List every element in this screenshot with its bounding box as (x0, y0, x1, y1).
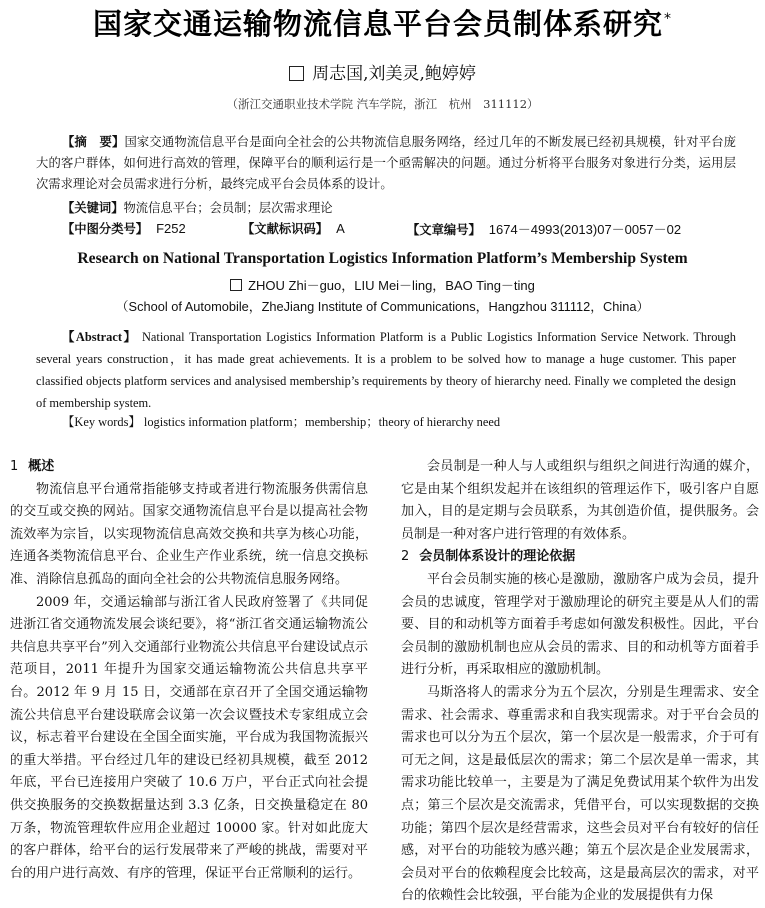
section-1-title: 概述 (28, 459, 55, 474)
keywords-en-text: logistics information platform；membership；theory of hierarchy need (143, 415, 501, 429)
article-no-item (407, 219, 681, 238)
keywords-cn-label: 【关键词】 (62, 201, 124, 215)
authors-line (0, 59, 765, 84)
english-authors-line (0, 275, 765, 294)
english-affiliation: （School of Automobile，ZheJiang Institute of Communications，Hangzhou 311112，China） (115, 299, 650, 314)
doc-code-label: 【文献标识码】 (242, 222, 329, 236)
abstract-cn-label: 【摘 要】 (62, 135, 125, 149)
affiliation: （浙江交通职业技术学院 汽车学院，浙江 杭州 311112） (226, 97, 539, 111)
doc-code-value: A (336, 221, 345, 236)
body-left-column (10, 456, 368, 885)
english-author-box-icon (230, 279, 242, 291)
clc-value: F252 (156, 221, 186, 236)
body-right-column (401, 456, 759, 908)
english-authors: ZHOU Zhi－guo，LIU Mei－ling，BAO Ting－ting (248, 278, 535, 293)
section-1-number: 1 (10, 459, 19, 474)
abstract-cn (36, 132, 736, 195)
title-block (0, 2, 765, 43)
left-paragraph-1: 物流信息平台通常指能够支持或者进行物流服务供需信息的交互或交换的网站。国家交通物流信息平台是以提高社会物流效率为宗旨，以实现物流信息高效交换和共享为核心功能，连通各类物流信息平台、企业生产作业系统，统一信息交换标准、消除信息孤岛的面向全社会的公共物流信息服务网络。 (10, 481, 368, 587)
abstract-en-text: National Transportation Logistics Information Platform is a Public Logistics Information Service Network. Through several years construction，it has made great achievements. It is a problem to be solved how to manage a huge customer. This paper classified objects platform services and analysised membership’s requirements by theory of hierarchy need. Finally we completed the design of membership system. (36, 330, 736, 410)
classification-line (62, 219, 742, 238)
english-title: Research on National Transportation Logistics Information Platform’s Membership System (77, 250, 688, 267)
clc-label: 【中图分类号】 (62, 222, 149, 236)
right-paragraph-3: 马斯洛将人的需求分为五个层次，分别是生理需求、安全需求、社会需求、尊重需求和自我实现需求。对于平台会员的需求也可以分为五个层次，第一个层次是一般需求，介于可有可无之间，这是最低层次的需求；第二个层次是单一需求，其需求功能比较单一，主要是为了满足免费试用某个软件为出发点；第三个层次是交流需求，凭借平台，可以实现数据的交换功能；第四个层次是经营需求，这些会员对平台有较好的信任感，对平台的功能较为感兴趣；第五个层次是企业发展需求，会员对平台的依赖程度会比较高，这是最高层次的需求，对平台的依赖性会比较强，平台能为企业的发展提供有力保 (401, 684, 759, 904)
right-paragraph-1: 会员制是一种人与人或组织与组织之间进行沟通的媒介，它是由某个组织发起并在该组织的管理运作下，吸引客户自愿加入，目的是定期与会员联系，为其创造价值，提供服务。会员制是一种对客户进行管理的有效体系。 (401, 459, 759, 542)
section-2-heading (401, 546, 759, 569)
abstract-en (36, 326, 736, 414)
section-2-title: 会员制体系设计的理论依据 (419, 549, 576, 565)
authors: 周志国,刘美灵,鲍婷婷 (312, 64, 476, 84)
keywords-en (62, 412, 500, 430)
abstract-en-label: 【Abstract】 (62, 330, 138, 344)
title-footnote-mark: * (664, 11, 672, 28)
left-paragraph-2: 2009 年，交通运输部与浙江省人民政府签署了《共同促进浙江省交通物流发展会谈纪要》，将“浙江省交通运输物流公共信息共享平台”列入交通部行业物流公共信息平台建设试点示范项目，2011 年提升为国家交通运输物流公共信息共享平台。2012 年 9 月 15 日，交通部在京召开了全国交通运输物流公共信息平台建设联席会议第一次会议暨技术专家组成立会议，标志着平台建设在全国全面实施，平台成为我国物流振兴的重大举措。平台经过几年的建设已经初具规模，截至 2012 年底，平台已连接用户突破了 10.6 万户，平台正式向社会提供交换服务的交换数据量达到 3.3 亿条，日交换量稳定在 80 万条，物流管理软件应用企业超过 10000 家。针对如此庞大的客户群体，给平台的运行发展带来了严峻的挑战，需要对平台的用户进行高效、有序的管理，保证平台正常顺利的运行。 (10, 594, 368, 881)
keywords-en-label: 【Key words】 (62, 415, 141, 429)
right-paragraph-2: 平台会员制实施的核心是激励，激励客户成为会员，提升会员的忠诚度，管理学对于激励理论的研究主要是从人们的需要、目的和动机等方面着手考虑如何激发积极性。因此，平台会员制的激励机制也应从会员的需求、目的和动机等方面着手进行分析，再采取相应的激励机制。 (401, 571, 759, 678)
article-no-value: 1674－4993(2013)07－0057－02 (488, 222, 682, 237)
clc-item (62, 219, 242, 238)
doc-code-item (242, 219, 407, 238)
author-box-icon (289, 66, 304, 81)
article-no-label: 【文章编号】 (407, 223, 481, 237)
abstract-cn-text: 国家交通物流信息平台是面向全社会的公共物流信息服务网络，经过几年的不断发展已经初具规模，针对平台庞大的客户群体，如何进行高效的管理，保障平台的顺利运行是一个亟需解决的问题。通过分析将平台服务对象进行分类，运用层次需求理论对会员需求进行分析，最终完成平台会员体系的设计。 (36, 135, 736, 191)
section-2-number: 2 (401, 549, 410, 565)
section-1-heading (10, 456, 368, 479)
keywords-cn (62, 198, 333, 216)
paper-title: 国家交通运输物流信息平台会员制体系研究 (92, 7, 663, 41)
keywords-cn-text: 物流信息平台；会员制；层次需求理论 (123, 201, 333, 215)
